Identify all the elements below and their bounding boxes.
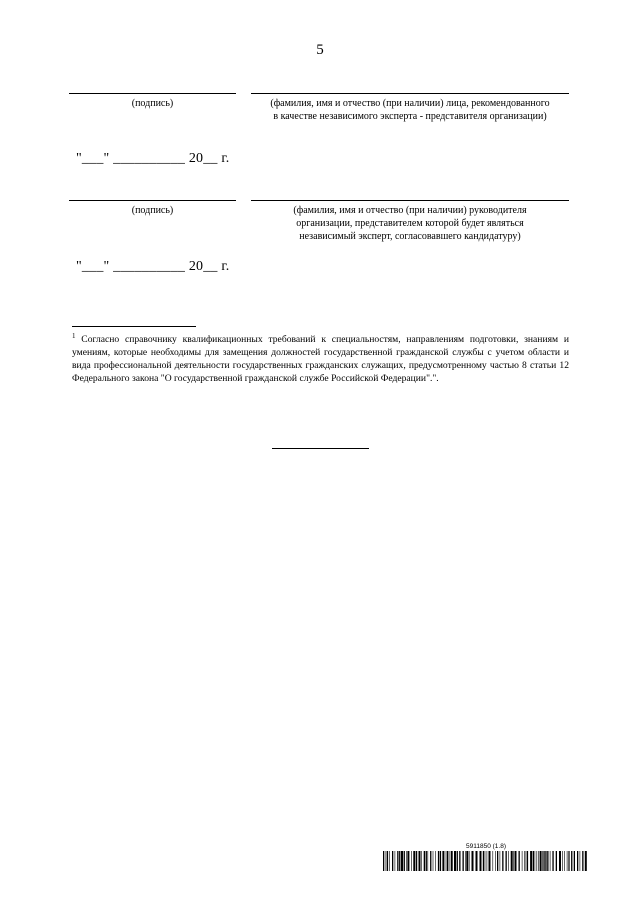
barcode-bar — [567, 851, 568, 871]
barcode-bar — [407, 851, 409, 871]
barcode-bar — [392, 851, 393, 871]
barcode-bar — [395, 851, 396, 871]
barcode-bar — [562, 851, 563, 871]
name-caption — [251, 204, 569, 243]
barcode-bar — [547, 851, 548, 871]
barcode-bar — [476, 851, 478, 871]
barcode-bar — [538, 851, 539, 871]
name-caption-line: в качестве независимого эксперта - представителя организации) — [273, 111, 547, 122]
barcode-bar — [438, 851, 439, 871]
barcode-bar — [472, 851, 474, 871]
barcode-bar — [511, 851, 513, 871]
barcode-bar — [440, 851, 441, 871]
barcode-bar — [543, 851, 544, 871]
barcode-bar — [569, 851, 570, 871]
barcode-bar — [421, 851, 422, 871]
barcode-bar — [519, 851, 520, 871]
barcode-bar — [404, 851, 405, 871]
barcode-bar — [524, 851, 525, 871]
barcode-bar — [526, 851, 527, 871]
barcode-bar — [406, 851, 407, 871]
barcode-bar — [424, 851, 425, 871]
barcode-bar — [559, 851, 561, 871]
barcode-bar — [401, 851, 403, 871]
barcode-bar — [413, 851, 415, 871]
barcode-bar — [497, 851, 498, 871]
barcode-bar — [447, 851, 448, 871]
barcode-bar — [530, 851, 532, 871]
barcode-bar — [389, 851, 390, 871]
barcode-bar — [513, 851, 514, 871]
barcode-bar — [428, 851, 429, 871]
barcode-bar — [537, 851, 538, 871]
barcode-bar — [435, 851, 436, 871]
barcode-bar — [502, 851, 503, 871]
barcode-bar — [465, 851, 466, 871]
barcode-bar — [451, 851, 453, 871]
signature-line — [69, 93, 236, 94]
barcode-bar — [469, 851, 470, 871]
name-caption — [251, 97, 569, 123]
barcode-bar — [522, 851, 523, 871]
signature-caption: (подпись) — [131, 98, 174, 109]
barcode-bar — [582, 851, 583, 871]
footnote — [72, 333, 569, 385]
date-line: "___" __________ 20__ г. — [76, 151, 230, 166]
barcode-bar — [480, 851, 482, 871]
name-caption-line: независимый эксперт, согласовавшего кандидатуру) — [299, 231, 521, 242]
barcode-bar — [550, 851, 551, 871]
barcode-bar — [463, 851, 464, 871]
barcode-bar — [515, 851, 517, 871]
barcode-bar — [506, 851, 507, 871]
barcode-bar — [387, 851, 388, 871]
barcode-bar — [485, 851, 486, 871]
name-line — [251, 200, 569, 201]
barcode-bar — [564, 851, 565, 871]
end-rule — [272, 448, 369, 449]
barcode-bar — [552, 851, 553, 871]
signature-line — [69, 200, 236, 201]
barcode-image — [383, 851, 587, 871]
footnote-marker: 1 — [72, 331, 76, 340]
barcode-bar — [542, 851, 543, 871]
barcode-bar — [442, 851, 444, 871]
barcode-id: 5911850 (1.8) — [466, 843, 506, 850]
barcode-bar — [545, 851, 546, 871]
barcode-bar — [433, 851, 434, 871]
barcode-bar — [430, 851, 431, 871]
barcode-bar — [446, 851, 447, 871]
barcode-bar — [419, 851, 421, 871]
barcode-bar — [540, 851, 542, 871]
barcode-bar — [383, 851, 384, 871]
barcode-bar — [495, 851, 496, 871]
name-caption-line: организации, представителем которой будет являться — [296, 218, 524, 229]
barcode-bar — [454, 851, 456, 871]
barcode-bar — [489, 851, 491, 871]
page-number: 5 — [316, 42, 324, 58]
barcode-bar — [574, 851, 575, 871]
barcode-bar — [580, 851, 581, 871]
barcode-bar — [397, 851, 398, 871]
name-caption-line: (фамилия, имя и отчество (при наличии) руководителя — [293, 205, 527, 216]
barcode-bar — [568, 851, 569, 871]
barcode-bar — [585, 851, 587, 871]
date-line: "___" __________ 20__ г. — [76, 259, 230, 274]
barcode-bar — [416, 851, 417, 871]
barcode-bar — [500, 851, 501, 871]
barcode-bar — [533, 851, 534, 871]
footnote-text: Согласно справочнику квалификационных требований к специальностям, направлениям подготовки, знаниям и умениям, которые необходимы для замещения должностей государственной гражданской службы с учетом области и вида профессиональной деятельности государственных гражданских служащих, предусмотренному частью 8 статьи 12 Федерального закона "О государственной гражданской службе Российской Федерации".". — [72, 334, 569, 384]
barcode-bar — [459, 851, 460, 871]
barcode-bar — [411, 851, 412, 871]
signature-caption: (подпись) — [131, 205, 174, 216]
barcode-bar — [571, 851, 572, 871]
barcode-bar — [386, 851, 387, 871]
barcode-bar — [399, 851, 400, 871]
barcode-bar — [577, 851, 578, 871]
barcode-bar — [487, 851, 488, 871]
barcode-bar — [493, 851, 494, 871]
footnote-separator — [72, 326, 196, 327]
barcode-bar — [508, 851, 509, 871]
barcode-bar — [457, 851, 458, 871]
barcode-bar — [483, 851, 484, 871]
name-caption-line: (фамилия, имя и отчество (при наличии) лица, рекомендованного — [270, 98, 550, 109]
name-line — [251, 93, 569, 94]
barcode-bar — [466, 851, 468, 871]
barcode-bar — [449, 851, 450, 871]
barcode-bar — [426, 851, 427, 871]
barcode-bar — [527, 851, 528, 871]
barcode-bar — [535, 851, 536, 871]
barcode-bar — [556, 851, 557, 871]
